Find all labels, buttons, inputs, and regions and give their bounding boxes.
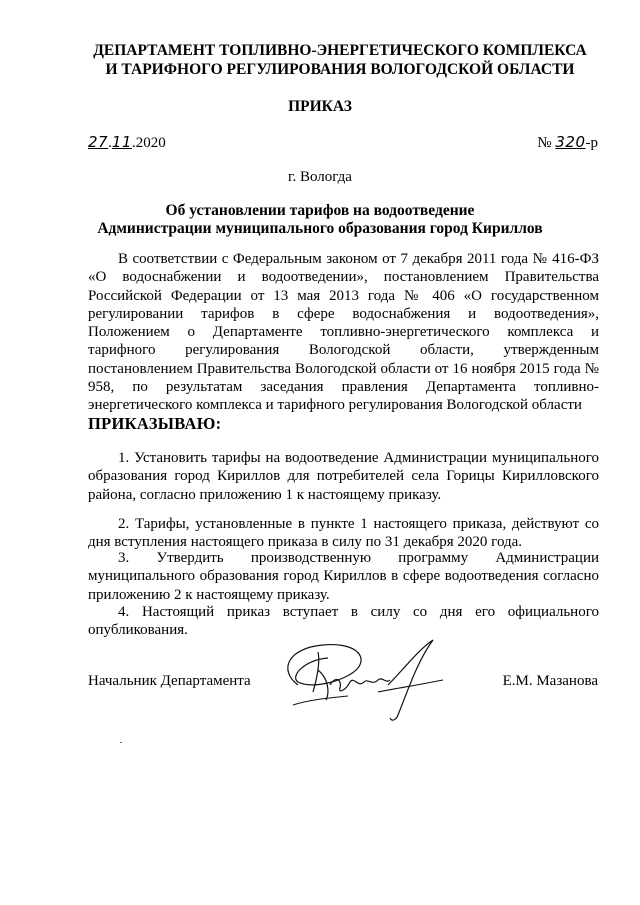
preamble-paragraph: В соответствии с Федеральным законом от 7 декабря 2011 года № 416-ФЗ «О водоснабжении и водоотведении», постановлением Правительства Российской Федерации от 13 мая 2013 года № 406 «О государственном регулировании тарифов в сфере водоснабжения и водоотведения», Положением о Департаменте топливно-энергетического комплекса и тарифного регулирования Вологодской области, утвержденным постановлением Правительства Вологодской области от 16 ноября 2015 года № 958, по результатам заседания правления Департамента топливно-энергетического комплекса и тарифного регулирования Вологодской области bbox=[88, 251, 599, 414]
subject-line1: Об установлении тарифов на водоотведение bbox=[165, 202, 475, 219]
scan-speck bbox=[120, 742, 122, 743]
handwritten-signature bbox=[268, 630, 468, 730]
order-item-3: 3. Утвердить производственную программу Администрации муниципального образования город Кириллов в сфере водоотведения согласно приложению 2 к настоящему приказу. bbox=[88, 550, 599, 603]
order-item-4: 4. Настоящий приказ вступает в силу со дня его официального опубликования. bbox=[88, 604, 599, 639]
date-month-handwritten: 11 bbox=[111, 133, 132, 151]
subject-line2: Администрации муниципального образования город Кириллов bbox=[97, 220, 543, 237]
department-header-line2: И ТАРИФНОГО РЕГУЛИРОВАНИЯ ВОЛОГОДСКОЙ ОБЛАСТИ bbox=[105, 61, 575, 78]
order-word: ПРИКАЗЫВАЮ: bbox=[88, 414, 222, 433]
order-item-2: 2. Тарифы, установленные в пункте 1 настоящего приказа, действуют со дня вступления настоящего приказа в силу по 31 декабря 2020 года. bbox=[88, 516, 599, 551]
order-number bbox=[537, 133, 598, 152]
order-number-suffix: -р bbox=[585, 135, 598, 151]
signer-title: Начальник Департамента bbox=[88, 673, 251, 689]
date-day-handwritten: 27 bbox=[88, 133, 109, 151]
signer-name: Е.М. Мазанова bbox=[502, 673, 598, 689]
order-date: 27.11.2020 bbox=[88, 133, 166, 151]
date-year: .2020 bbox=[131, 135, 166, 151]
department-header-line1: ДЕПАРТАМЕНТ ТОПЛИВНО-ЭНЕРГЕТИЧЕСКОГО КОМПЛЕКСА bbox=[93, 42, 587, 59]
order-item-1: 1. Установить тарифы на водоотведение Администрации муниципального образования город Кириллов для потребителей села Горицы Кирилловского района, согласно приложению 1 к настоящему приказу. bbox=[88, 450, 599, 503]
city: г. Вологда bbox=[288, 169, 352, 185]
order-number-prefix: № bbox=[537, 135, 556, 151]
order-title: ПРИКАЗ bbox=[288, 98, 352, 115]
order-number-handwritten: 320 bbox=[555, 133, 586, 151]
